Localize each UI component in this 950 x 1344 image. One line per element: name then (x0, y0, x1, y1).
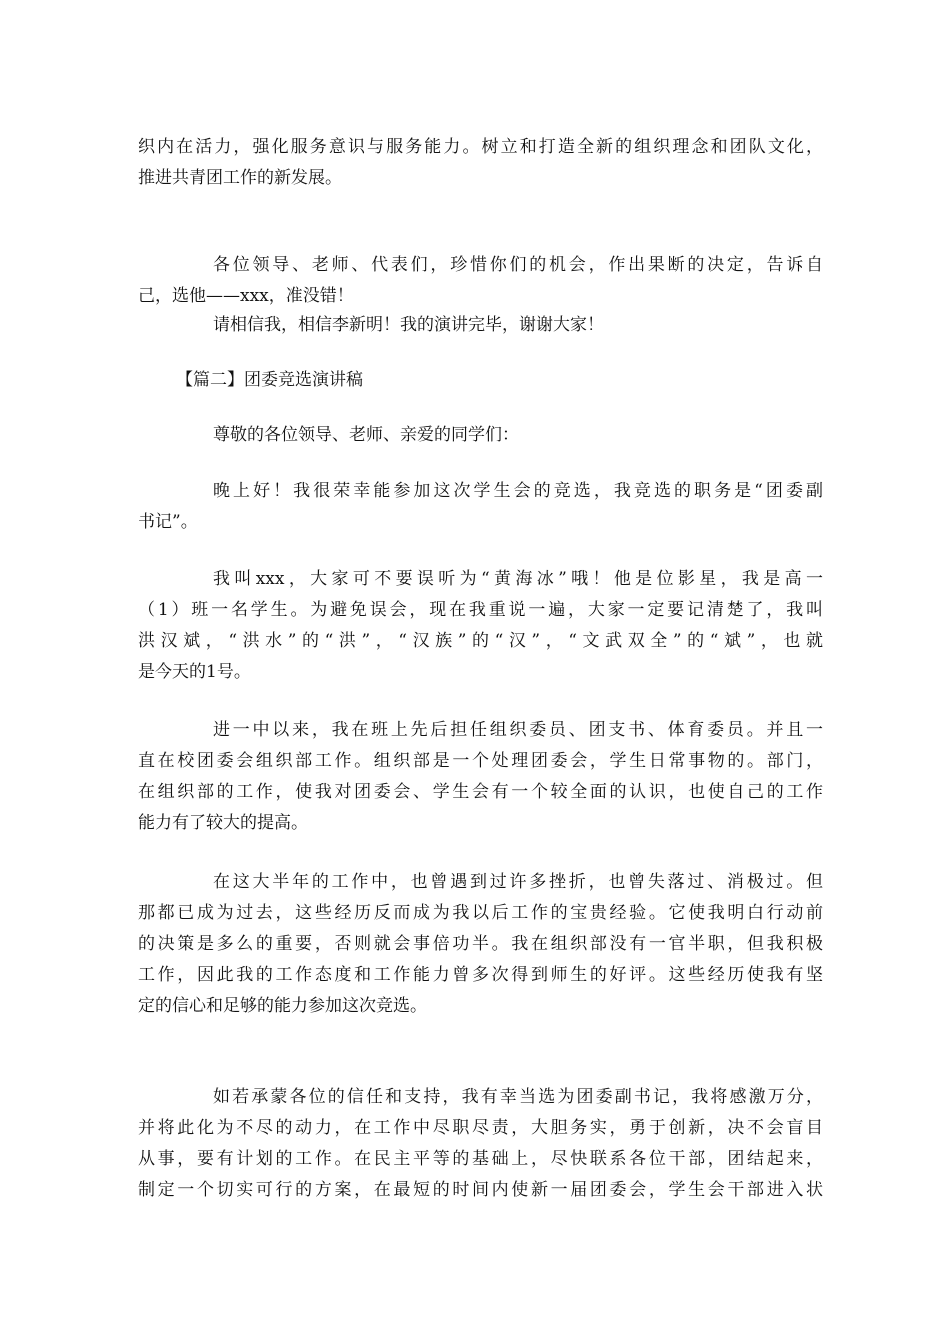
text-line: 书记”。 (138, 512, 198, 532)
text-line: 工作，因此我的工作态度和工作能力曾多次得到师生的好评。这些经历使我有坚 (138, 965, 823, 985)
text-line: 织内在活力，强化服务意识与服务能力。树立和打造全新的组织理念和团队文化， (138, 137, 823, 157)
text-line: （1）班一名学生。为避免误会，现在我重说一遍，大家一定要记清楚了，我叫 (138, 600, 823, 620)
text-line: 从事，要有计划的工作。在民主平等的基础上，尽快联系各位干部，团结起来， (138, 1149, 823, 1169)
section-heading-text: 【篇二】团委竞选演讲稿 (176, 370, 363, 390)
paragraph-setbacks (138, 867, 823, 1022)
text-line: 己，选他——xxx，准没错！ (138, 286, 354, 306)
paragraph-experience (138, 715, 823, 839)
text-line: 那都已成为过去，这些经历反而成为我以后工作的宝贵经验。它使我明白行动前 (138, 903, 823, 923)
paragraph-appeal (138, 250, 823, 312)
text-line: 并将此化为不尽的动力，在工作中尽职尽责，大胆务实，勇于创新，决不会盲目 (138, 1118, 823, 1138)
text-line: 我叫xxx，大家可不要误听为“黄海冰”哦！他是位影星，我是高一 (213, 569, 823, 589)
paragraph-introduction (138, 564, 823, 688)
paragraph-salutation (138, 420, 823, 451)
text-line: 推进共青团工作的新发展。 (138, 168, 342, 188)
text-line: 如若承蒙各位的信任和支持，我有幸当选为团委副书记，我将感激万分， (213, 1087, 823, 1107)
text-line: 进一中以来，我在班上先后担任组织委员、团支书、体育委员。并且一 (213, 720, 823, 740)
text-line: 洪汉斌，“洪水”的“洪”，“汉族”的“汉”，“文武双全”的“斌”，也就 (138, 631, 823, 651)
paragraph-commitment (138, 1082, 823, 1206)
text-line: 各位领导、老师、代表们，珍惜你们的机会，作出果断的决定，告诉自 (213, 255, 823, 275)
text-line: 在这大半年的工作中，也曾遇到过许多挫折，也曾失落过、消极过。但 (213, 872, 823, 892)
section-heading (138, 365, 823, 396)
text-line: 尊敬的各位领导、老师、亲爱的同学们： (213, 425, 519, 445)
text-line: 直在校团委会组织部工作。组织部是一个处理团委会，学生日常事物的。部门， (138, 751, 823, 771)
text-line: 能力有了较大的提高。 (138, 813, 308, 833)
text-line: 定的信心和足够的能力参加这次竞选。 (138, 996, 427, 1016)
text-line: 是今天的1号。 (138, 662, 251, 682)
text-line: 的决策是多么的重要，否则就会事倍功半。我在组织部没有一官半职，但我积极 (138, 934, 823, 954)
paragraph-continuation (138, 132, 823, 194)
text-line: 晚上好！我很荣幸能参加这次学生会的竞选，我竞选的职务是“团委副 (213, 481, 823, 501)
text-line: 制定一个切实可行的方案，在最短的时间内使新一届团委会，学生会干部进入状 (138, 1180, 823, 1200)
paragraph-closing (138, 310, 823, 341)
text-line: 在组织部的工作，使我对团委会、学生会有一个较全面的认识，也使自己的工作 (138, 782, 823, 802)
text-line: 请相信我，相信李新明！我的演讲完毕，谢谢大家！ (213, 315, 604, 335)
paragraph-greeting (138, 476, 823, 538)
